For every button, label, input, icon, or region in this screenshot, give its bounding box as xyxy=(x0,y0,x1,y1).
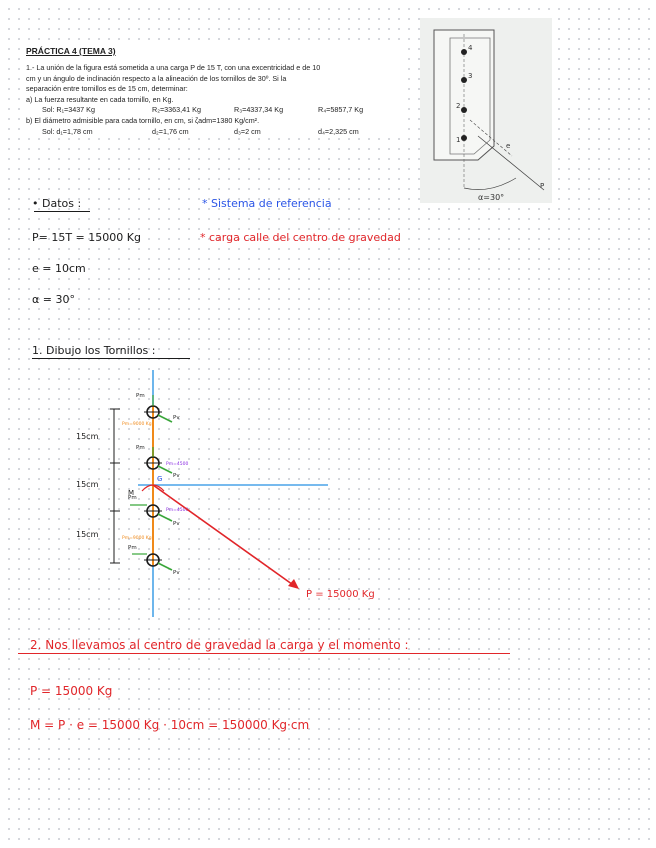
dimension-label: 15cm xyxy=(76,432,99,441)
force-arrow xyxy=(158,514,172,521)
bolt-label: 2 xyxy=(456,102,461,110)
problem-line: separación entre tornillos es de 15 cm, determinar: xyxy=(26,84,188,94)
bolt-3 xyxy=(461,77,467,83)
bolt-label: 4 xyxy=(468,44,473,52)
problem-line: a) La fuerza resultante en cada tornillo, en Kg. xyxy=(26,94,174,104)
angle-label: α=30° xyxy=(478,193,505,202)
bolt-label: 3 xyxy=(468,72,473,80)
moment-label: M xyxy=(128,489,135,497)
load-arrowhead xyxy=(288,579,299,589)
force-value-label: Pm=4500 xyxy=(166,462,189,467)
solution-value: d₂=1,76 cm xyxy=(152,126,189,136)
force-label: Pm xyxy=(128,495,137,501)
solution-a xyxy=(26,105,406,116)
data-heading-underline xyxy=(34,211,90,212)
load-line xyxy=(478,136,544,190)
bolt-4 xyxy=(461,49,467,55)
force-label: Pm xyxy=(136,445,145,451)
force-arrow xyxy=(158,466,172,473)
problem-title: PRÁCTICA 4 (TEMA 3) xyxy=(26,46,116,56)
problem-line: b) El diámetro admisible para cada tornillo, en cm, si ζadm=1380 Kg/cm². xyxy=(26,115,260,125)
solution-value: R₄=5857,7 Kg xyxy=(318,105,364,115)
problem-line: 1.- La unión de la figura está sometida a una carga P de 15 T, con una excentricidad e de 10 xyxy=(26,63,321,72)
angle-arc xyxy=(464,178,516,190)
force-arrow xyxy=(158,563,172,570)
section-1-underline xyxy=(32,358,190,359)
bolt-label: 1 xyxy=(456,136,461,144)
data-heading: • Datos : xyxy=(32,197,82,210)
load-arrow-label: P = 15000 Kg xyxy=(306,589,375,600)
dimension-label: 15cm xyxy=(76,530,99,539)
force-label: Pm xyxy=(136,393,145,399)
bolt-2 xyxy=(461,107,467,113)
moment-result: M = P · e = 15000 Kg · 10cm = 150000 Kg·cm xyxy=(30,718,310,732)
dimension-label: 15cm xyxy=(76,480,99,489)
angle-value: α = 30° xyxy=(32,293,75,306)
solution-value: d₃=2 cm xyxy=(234,126,261,136)
eccentricity-label: e xyxy=(506,142,511,150)
solution-value: Sol: d₁=1,78 cm xyxy=(42,126,93,136)
solution-value: R₃=4337,34 Kg xyxy=(234,105,284,115)
joint-figure xyxy=(420,18,552,203)
force-label: Pv xyxy=(173,521,180,527)
load-result: P = 15000 Kg xyxy=(30,684,113,698)
force-label: Pv xyxy=(173,473,180,479)
force-label: Pm xyxy=(128,545,137,551)
bolt-1 xyxy=(461,135,467,141)
solution-value: Sol: R₁=3437 Kg xyxy=(42,105,95,115)
force-value-label: Pm=9000 Kg xyxy=(122,536,152,541)
problem-statement xyxy=(26,46,406,137)
section-2-heading: 2. Nos llevamos al centro de gravedad la carga y el momento : xyxy=(30,638,409,652)
eccentricity-value: e = 10cm xyxy=(32,262,86,275)
solution-b xyxy=(26,127,406,138)
solution-value: d₄=2,325 cm xyxy=(318,126,359,136)
centroid-label: G xyxy=(157,475,163,483)
problem-line: cm y un ángulo de inclinación respecto a la alineación de los tornillos de 30º. Si la xyxy=(26,73,287,83)
section-2-underline xyxy=(18,653,510,654)
load-value: P= 15T = 15000 Kg xyxy=(32,231,141,244)
reference-system-note: * Sistema de referencia xyxy=(202,197,332,210)
solution-value: R₂=3363,41 Kg xyxy=(152,105,201,115)
load-label: P xyxy=(540,182,545,190)
force-value-label: Pm=4500 xyxy=(166,508,189,513)
bolt-sketch xyxy=(70,365,375,620)
force-arrow xyxy=(158,415,172,422)
section-1-heading: 1. Dibujo los Tornillos : xyxy=(32,344,156,357)
force-value-label: Pm=9000 Kg xyxy=(122,422,152,427)
force-label: Pv xyxy=(173,570,180,576)
force-label: Pv xyxy=(173,415,180,421)
joint-figure-svg xyxy=(420,18,552,203)
load-note: * carga calle del centro de gravedad xyxy=(200,231,401,244)
